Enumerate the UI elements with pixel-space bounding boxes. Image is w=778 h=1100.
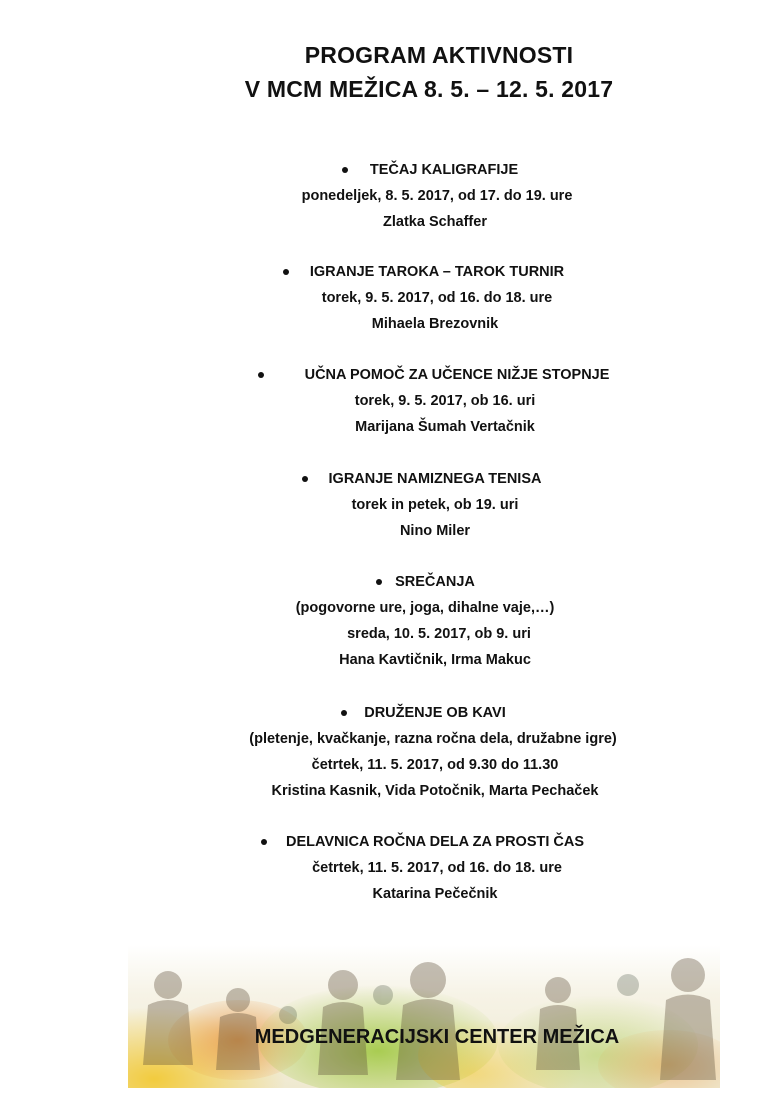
activity-host: Mihaela Brezovnik xyxy=(371,316,499,332)
activity-host: Kristina Kasnik, Vida Potočnik, Marta Pechaček xyxy=(271,783,599,799)
activity-name: DRUŽENJE OB KAVI xyxy=(364,705,506,721)
activity-time: četrtek, 11. 5. 2017, od 9.30 do 11.30 xyxy=(311,757,559,773)
activity-note: (pogovorne ure, joga, dihalne vaje,…) xyxy=(295,600,555,616)
activity-time: torek, 9. 5. 2017, od 16. do 18. ure xyxy=(321,290,553,306)
title-line-2: V MCM MEŽICA 8. 5. – 12. 5. 2017 xyxy=(244,76,614,102)
activity-time: ponedeljek, 8. 5. 2017, od 17. do 19. ure xyxy=(301,188,573,204)
activity-host: Zlatka Schaffer xyxy=(383,214,487,230)
activity-name: DELAVNICA ROČNA DELA ZA PROSTI ČAS xyxy=(285,834,585,850)
activity-name: SREČANJA xyxy=(395,574,475,590)
activity-time: torek, 9. 5. 2017, ob 16. uri xyxy=(354,393,536,409)
banner-illustration xyxy=(128,945,720,1088)
activity-time: torek in petek, ob 19. uri xyxy=(351,497,519,513)
activity-time: sreda, 10. 5. 2017, ob 9. uri xyxy=(347,626,531,642)
activity-host: Marijana Šumah Vertačnik xyxy=(355,419,535,435)
activity-note: (pletenje, kvačkanje, razna ročna dela, družabne igre) xyxy=(249,731,617,747)
activity-host: Katarina Pečečnik xyxy=(372,886,498,902)
footer-photo-banner xyxy=(128,945,720,1088)
activity-name: TEČAJ KALIGRAFIJE xyxy=(369,162,519,178)
activity-time: četrtek, 11. 5. 2017, od 16. do 18. ure xyxy=(312,860,562,876)
activity-name: IGRANJE TAROKA – TAROK TURNIR xyxy=(309,264,565,280)
activity-name: UČNA POMOČ ZA UČENCE NIŽJE STOPNJE xyxy=(304,367,610,383)
title-line-1: PROGRAM AKTIVNOSTI xyxy=(304,42,574,68)
activity-host: Hana Kavtičnik, Irma Makuc xyxy=(339,652,531,668)
footer-organization-name: MEDGENERACIJSKI CENTER MEŽICA xyxy=(254,1026,620,1048)
activity-host: Nino Miler xyxy=(399,523,471,539)
activity-name: IGRANJE NAMIZNEGA TENISA xyxy=(328,471,542,487)
